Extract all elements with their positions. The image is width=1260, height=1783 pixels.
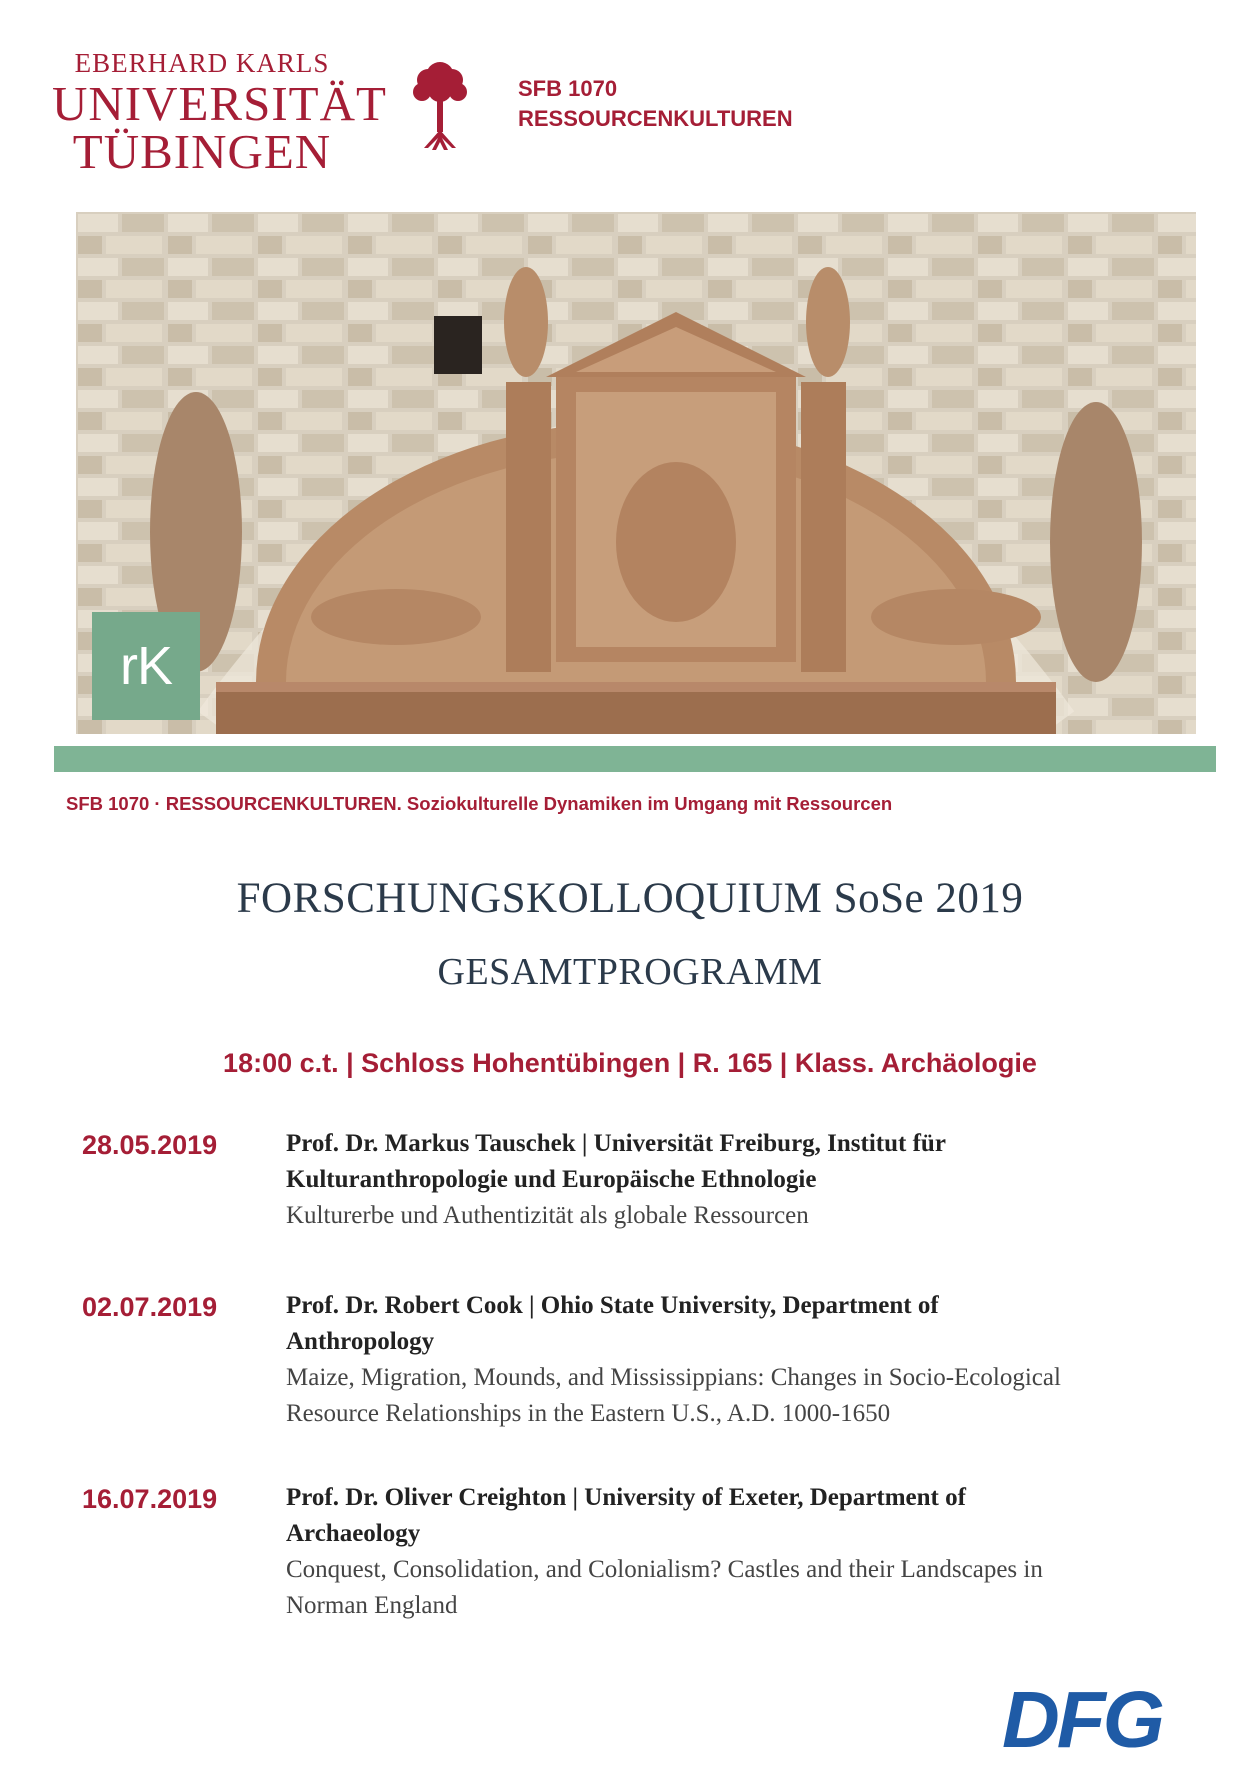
university-logo-line2: UNIVERSITÄT (52, 76, 387, 131)
castle-portal-illustration (76, 212, 1196, 734)
event-talk-title: Resource Relationships in the Eastern U.S., A.D. 1000-1650 (286, 1400, 891, 1427)
event-talk-title: Maize, Migration, Mounds, and Mississippians: Changes in Socio-Ecological (286, 1364, 1061, 1391)
event-date: 16.07.2019 (82, 1484, 218, 1514)
event-entry (286, 1126, 1186, 1234)
castle-portal-photo (76, 212, 1196, 734)
event-speaker-line: Archaeology (286, 1520, 421, 1547)
sfb-name: RESSOURCENKULTUREN (518, 106, 793, 131)
event-speaker-line: Kulturanthropologie und Europäische Ethnologie (286, 1166, 817, 1193)
venue-line: 18:00 c.t. | Schloss Hohentübingen | R. 165 | Klass. Archäologie (223, 1048, 1037, 1078)
green-divider-bar (54, 746, 1216, 772)
event-date: 02.07.2019 (82, 1292, 218, 1322)
event-talk-title: Norman England (286, 1592, 458, 1619)
event-speaker-line: Prof. Dr. Oliver Creighton | University of Exeter, Department of (286, 1484, 966, 1511)
event-date: 28.05.2019 (82, 1130, 218, 1160)
university-logo-line3: TÜBINGEN (72, 124, 332, 179)
event-speaker-line: Anthropology (286, 1328, 435, 1355)
university-logo (52, 48, 387, 179)
event-entry (286, 1288, 1186, 1432)
sfb-header (518, 74, 793, 134)
event-speaker-line: Prof. Dr. Markus Tauschek | Universität Freiburg, Institut für (286, 1130, 946, 1157)
rk-badge: rK (92, 612, 200, 720)
tree-emblem-icon (410, 54, 470, 152)
event-talk-title: Conquest, Consolidation, and Colonialism? Castles and their Landscapes in (286, 1556, 1043, 1583)
event-talk-title: Kulturerbe und Authentizität als globale Ressourcen (286, 1202, 809, 1229)
page-subtitle: GESAMTPROGRAMM (437, 951, 823, 993)
sfb-number: SFB 1070 (518, 76, 618, 101)
university-logo-line1: EBERHARD KARLS (74, 48, 330, 78)
tagline: SFB 1070 · RESSOURCENKULTUREN. Soziokulturelle Dynamiken im Umgang mit Ressourcen (66, 793, 893, 814)
event-speaker-line: Prof. Dr. Robert Cook | Ohio State University, Department of (286, 1292, 939, 1319)
page-title: FORSCHUNGSKOLLOQUIUM SoSe 2019 (236, 875, 1024, 922)
dfg-logo: DFG (1002, 1675, 1162, 1764)
event-entry (286, 1480, 1186, 1624)
